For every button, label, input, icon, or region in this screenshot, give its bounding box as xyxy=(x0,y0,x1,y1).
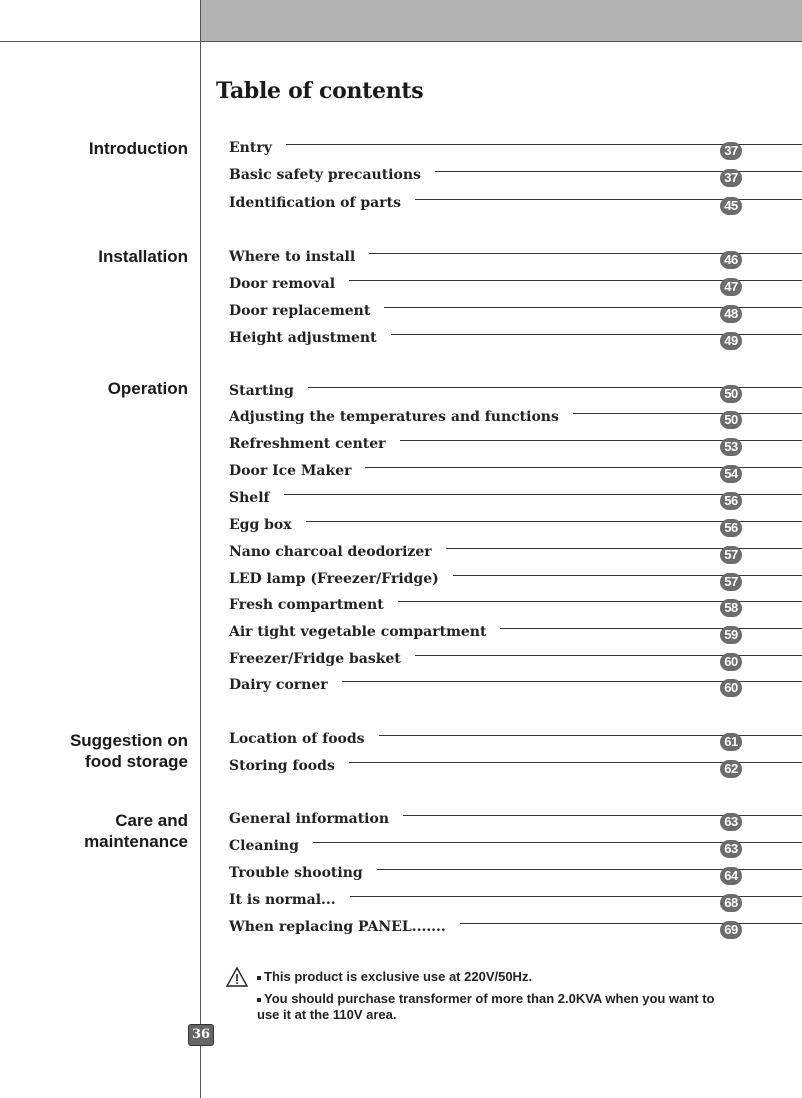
page-title: Table of contents xyxy=(216,78,424,104)
toc-entry-label: Identification of parts xyxy=(229,195,401,211)
toc-page-badge: 57 xyxy=(720,573,742,591)
toc-leader-line xyxy=(400,440,802,441)
toc-entry-label: LED lamp (Freezer/Fridge) xyxy=(229,571,439,587)
toc-entry-label: Door replacement xyxy=(229,303,371,319)
toc-leader-line xyxy=(460,923,802,924)
toc-entry-label: Air tight vegetable compartment xyxy=(229,624,487,640)
toc-entry xyxy=(229,330,802,352)
toc-page-badge: 48 xyxy=(720,305,742,323)
toc-entry-label: Refreshment center xyxy=(229,436,386,452)
toc-leader-line xyxy=(398,601,802,602)
toc-entry-label: Entry xyxy=(229,140,272,156)
toc-page-badge: 60 xyxy=(720,679,742,697)
toc-entry xyxy=(229,303,802,325)
toc-entry xyxy=(229,838,802,860)
toc-entry xyxy=(229,544,802,566)
toc-page-badge: 47 xyxy=(720,278,742,296)
toc-entry xyxy=(229,517,802,539)
header-divider xyxy=(0,41,802,42)
warning-icon xyxy=(226,966,248,988)
toc-leader-line xyxy=(500,628,802,629)
toc-page-badge: 53 xyxy=(720,438,742,456)
toc-leader-line xyxy=(435,171,802,172)
toc-entry xyxy=(229,597,802,619)
toc-entry-label: Height adjustment xyxy=(229,330,377,346)
toc-page-badge: 54 xyxy=(720,465,742,483)
toc-entry-label: Dairy corner xyxy=(229,677,328,693)
toc-page-badge: 69 xyxy=(720,921,742,939)
section-installation: Installation xyxy=(98,247,188,266)
toc-page-badge: 64 xyxy=(720,867,742,885)
toc-entry xyxy=(229,140,802,162)
toc-entry xyxy=(229,463,802,485)
toc-entry-label: Location of foods xyxy=(229,731,365,747)
toc-page-badge: 49 xyxy=(720,332,742,350)
toc-entry-label: Nano charcoal deodorizer xyxy=(229,544,432,560)
toc-page-badge: 62 xyxy=(720,760,742,778)
toc-leader-line xyxy=(403,815,802,816)
section-care xyxy=(84,810,188,852)
toc-page-badge: 56 xyxy=(720,492,742,510)
toc-page-badge: 59 xyxy=(720,626,742,644)
toc-entry xyxy=(229,677,802,699)
toc-entry-label: Shelf xyxy=(229,490,270,506)
toc-entry xyxy=(229,892,802,914)
toc-entry-label: It is normal... xyxy=(229,892,336,908)
toc-leader-line xyxy=(573,413,802,414)
toc-entry-label: Adjusting the temperatures and functions xyxy=(229,409,559,425)
note-voltage: This product is exclusive use at 220V/50Hz. xyxy=(257,969,532,984)
toc-page-badge: 50 xyxy=(720,411,742,429)
toc-leader-line xyxy=(415,655,802,656)
toc-entry-label: Egg box xyxy=(229,517,292,533)
toc-page-badge: 61 xyxy=(720,733,742,751)
note-transformer: You should purchase transformer of more than 2.0KVA when you want to use it at the 110V area. xyxy=(257,991,727,1023)
toc-page-badge: 63 xyxy=(720,840,742,858)
toc-leader-line xyxy=(446,548,802,549)
toc-page-badge: 63 xyxy=(720,813,742,831)
toc-entry-label: Cleaning xyxy=(229,838,299,854)
toc-entry-label: Freezer/Fridge basket xyxy=(229,651,401,667)
toc-entry xyxy=(229,436,802,458)
toc-entry-label: Where to install xyxy=(229,249,356,265)
toc-page-badge: 57 xyxy=(720,546,742,564)
toc-entry-label: When replacing PANEL....... xyxy=(229,919,446,935)
section-suggestion xyxy=(70,730,188,772)
toc-entry xyxy=(229,865,802,887)
toc-entry xyxy=(229,731,802,753)
section-introduction: Introduction xyxy=(88,139,188,158)
toc-entry xyxy=(229,919,802,941)
toc-entry xyxy=(229,651,802,673)
toc-entry-label: Door removal xyxy=(229,276,336,292)
toc-leader-line xyxy=(415,199,802,200)
toc-entry xyxy=(229,758,802,780)
toc-page-badge: 68 xyxy=(720,894,742,912)
section-care-line2: maintenance xyxy=(84,832,188,851)
toc-entry-label: Trouble shooting xyxy=(229,865,363,881)
toc-page-badge: 46 xyxy=(720,251,742,269)
toc-entry xyxy=(229,409,802,431)
toc-page-badge: 45 xyxy=(720,197,742,215)
toc-entry xyxy=(229,276,802,298)
page-number: 36 xyxy=(188,1024,214,1046)
toc-entry xyxy=(229,624,802,646)
toc-page-badge: 58 xyxy=(720,599,742,617)
toc-page-badge: 37 xyxy=(720,142,742,160)
toc-page-badge: 56 xyxy=(720,519,742,537)
toc-entry-label: Door Ice Maker xyxy=(229,463,352,479)
toc-entry xyxy=(229,249,802,271)
toc-entry xyxy=(229,195,802,217)
toc-entry xyxy=(229,167,802,189)
toc-leader-line xyxy=(453,575,802,576)
toc-entry xyxy=(229,383,802,405)
toc-entry xyxy=(229,571,802,593)
section-suggestion-line1: Suggestion on xyxy=(69,731,188,750)
toc-page-badge: 37 xyxy=(720,169,742,187)
margin-divider xyxy=(200,0,201,1098)
toc-entry-label: General information xyxy=(229,811,390,827)
toc-page-badge: 50 xyxy=(720,385,742,403)
toc-entry-label: Fresh compartment xyxy=(229,597,384,613)
section-operation: Operation xyxy=(107,379,188,398)
toc-entry xyxy=(229,490,802,512)
section-care-line1: Care and xyxy=(115,811,188,830)
section-suggestion-line2: food storage xyxy=(85,752,188,771)
toc-entry-label: Basic safety precautions xyxy=(229,167,421,183)
toc-entry-label: Storing foods xyxy=(229,758,335,774)
toc-entry xyxy=(229,811,802,833)
toc-entry-label: Starting xyxy=(229,383,294,399)
header-band xyxy=(201,0,802,41)
toc-page-badge: 60 xyxy=(720,653,742,671)
